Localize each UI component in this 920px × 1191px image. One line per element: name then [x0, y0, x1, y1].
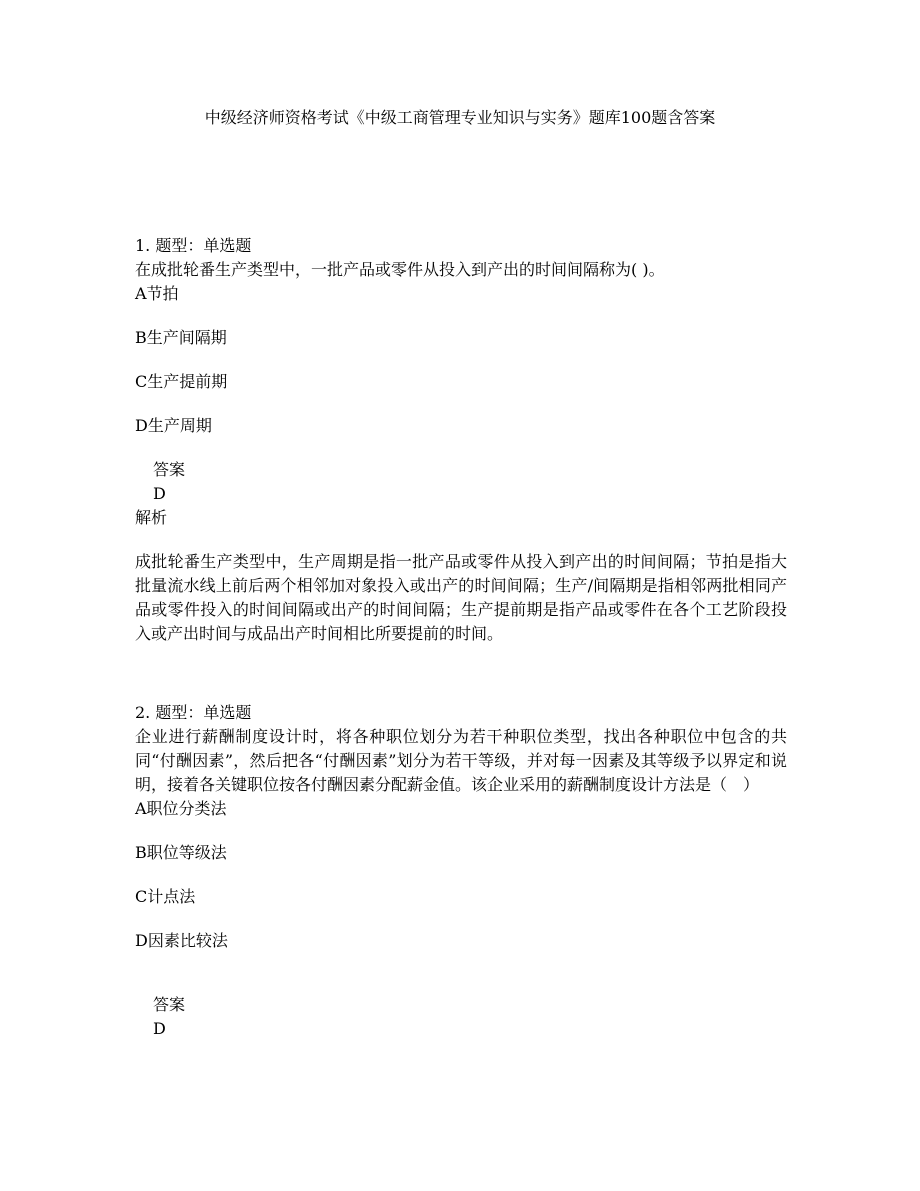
question-1 — [135, 234, 787, 646]
answer-value: D — [153, 484, 166, 503]
question-header: 2. 题型：单选题 — [135, 703, 252, 722]
option-a: A职位分类法 — [135, 799, 227, 818]
option-a: A节拍 — [135, 284, 179, 303]
option-b: B职位等级法 — [135, 843, 227, 862]
answer-value: D — [153, 1019, 166, 1038]
option-d: D因素比较法 — [135, 931, 228, 950]
question-2 — [135, 701, 787, 1041]
explanation-text: 成批轮番生产类型中，生产周期是指一批产品或零件从投入到产出的时间间隔；节拍是指大批量流水线上前后两个相邻加对象投入或出产的时间间隔；生产/间隔期是指相邻两批相同产品或零件投入的时间间隔或出产的时间间隔；生产提前期是指产品或零件在各个工艺阶段投入或产出时间与成品出产时间相比所要提前的时间。 — [135, 552, 787, 643]
question-header: 1. 题型：单选题 — [135, 236, 252, 255]
option-d: D生产周期 — [135, 416, 212, 435]
option-c: C生产提前期 — [135, 372, 228, 391]
question-stem: 在成批轮番生产类型中，一批产品或零件从投入到产出的时间间隔称为( )。 — [135, 260, 665, 279]
document-title: 中级经济师资格考试《中级工商管理专业知识与实务》题库100题含答案 — [204, 108, 716, 127]
option-c: C计点法 — [135, 887, 196, 906]
option-b: B生产间隔期 — [135, 328, 227, 347]
explanation-label: 解析 — [135, 508, 168, 527]
answer-label: 答案 — [153, 460, 186, 479]
question-stem: 企业进行薪酬制度设计时，将各种职位划分为若干种职位类型，找出各种职位中包含的共同“付酬因素”，然后把各“付酬因素”划分为若干等级，并对每一因素及其等级予以界定和说明，接着各关键职位按各付酬因素分配薪金值。该企业采用的薪酬制度设计方法是（ ） — [135, 727, 787, 794]
answer-label: 答案 — [153, 995, 186, 1014]
